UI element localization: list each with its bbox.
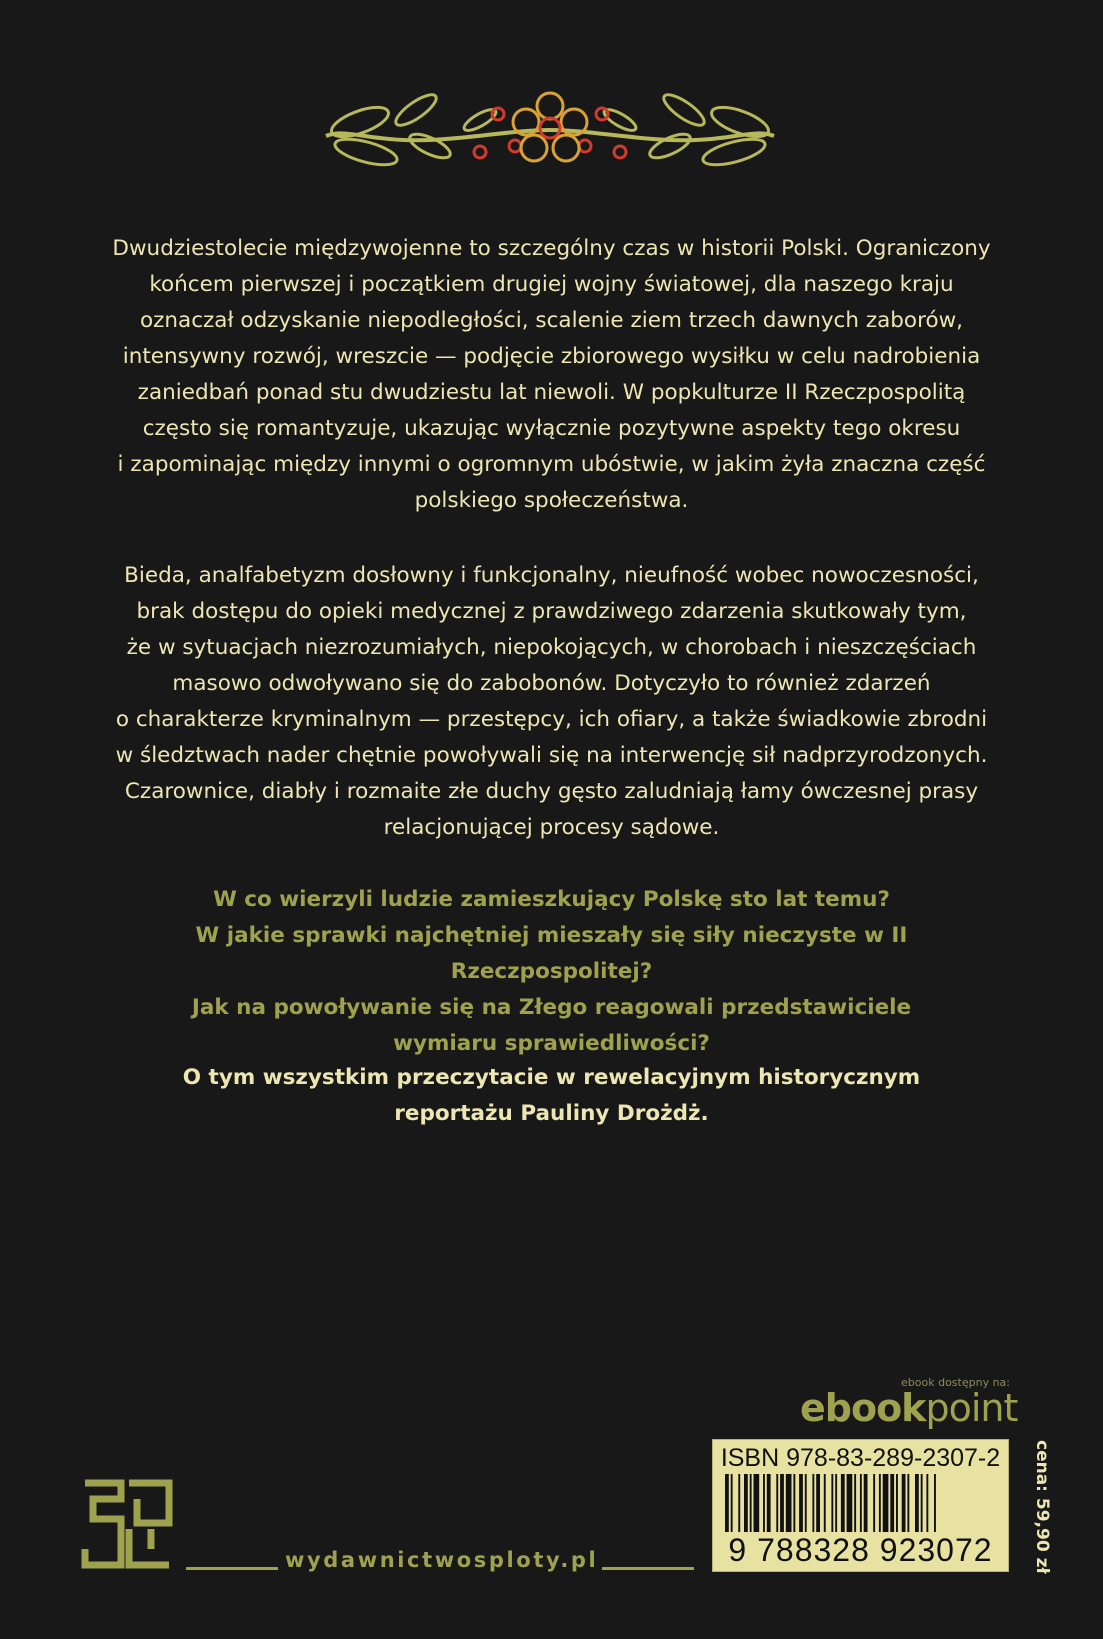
barcode-panel [712, 1439, 1009, 1572]
ebookpoint-logo[interactable] [800, 1386, 1018, 1430]
text-line: intensywny rozwój, wreszcie — podjęcie zbiorowego wysiłku w celu nadrobienia [122, 344, 981, 369]
divider-right [602, 1567, 694, 1570]
question-line: W jakie sprawki najchętniej mieszały się siły nieczyste w II Rzeczpospolitej? [195, 923, 908, 984]
price-label: cena: 59,90 zł [1032, 1440, 1052, 1574]
ebook-logo-light: point [925, 1386, 1018, 1430]
ebook-available-label: ebook dostępny na: [901, 1376, 1010, 1389]
text-line: oznaczał odzyskanie niepodległości, scalenie ziem trzech dawnych zaborów, [139, 308, 964, 333]
text-line: że w sytuacjach niezrozumiałych, niepokojących, w chorobach i nieszczęściach [126, 635, 977, 660]
text-line: masowo odwoływano się do zabobonów. Dotyczyło to również zdarzeń [172, 671, 931, 696]
text-line: o charakterze kryminalnym — przestępcy, ich ofiary, a także świadkowie zbrodni [115, 707, 988, 732]
question-line: wymiaru sprawiedliwości? [393, 1031, 710, 1056]
ebook-logo-bold: ebook [800, 1386, 926, 1430]
text-line: w śledztwach nader chętnie powoływali się na interwencję sił nadprzyrodzonych. [115, 743, 988, 768]
barcode-icon [725, 1474, 996, 1532]
text-line: i zapominając między innymi o ogromnym ubóstwie, w jakim żyła znaczna część [117, 452, 986, 477]
divider-left [186, 1567, 278, 1570]
questions-block [95, 882, 1008, 1062]
closing-statement [95, 1060, 1008, 1132]
text-line: końcem pierwszej i początkiem drugiej wojny światowej, dla naszego kraju [149, 272, 954, 297]
text-line: Dwudziestolecie międzywojenne to szczególny czas w historii Polski. Ograniczony [112, 236, 991, 261]
barcode-digits: 9 788328 923072 [728, 1532, 993, 1568]
isbn-label: ISBN 978-83-289-2307-2 [720, 1444, 1001, 1472]
text-line: często się romantyzuje, ukazując wyłącznie pozytywne aspekty tego okresu [142, 416, 961, 441]
text-line: Bieda, analfabetyzm dosłowny i funkcjonalny, nieufność wobec nowoczesności, [124, 563, 979, 588]
description-paragraph-1 [95, 231, 1008, 519]
sploty-logo-icon [81, 1479, 173, 1569]
text-line: zaniedbań ponad stu dwudziestu lat niewoli. W popkulturze II Rzeczpospolitą [137, 380, 966, 405]
publisher-website-link[interactable]: wydawnictwosploty.pl [285, 1548, 599, 1572]
text-line: polskiego społeczeństwa. [414, 488, 689, 513]
question-line: W co wierzyli ludzie zamieszkujący Polskę sto lat temu? [213, 887, 890, 912]
closing-line: O tym wszystkim przeczytacie w rewelacyjnym historycznym [182, 1065, 921, 1090]
text-line: brak dostępu do opieki medycznej z prawdziwego zdarzenia skutkowały tym, [136, 599, 967, 624]
description-paragraph-2 [95, 558, 1008, 846]
question-line: Jak na powoływanie się na Złego reagowali przedstawiciele [191, 995, 912, 1020]
text-line: Czarownice, diabły i rozmaite złe duchy gęsto zaludniają łamy ówczesnej prasy [124, 779, 979, 804]
text-line: relacjonującej procesy sądowe. [383, 815, 720, 840]
floral-ornament [320, 86, 780, 174]
closing-line: reportażu Pauliny Drożdż. [394, 1101, 709, 1126]
